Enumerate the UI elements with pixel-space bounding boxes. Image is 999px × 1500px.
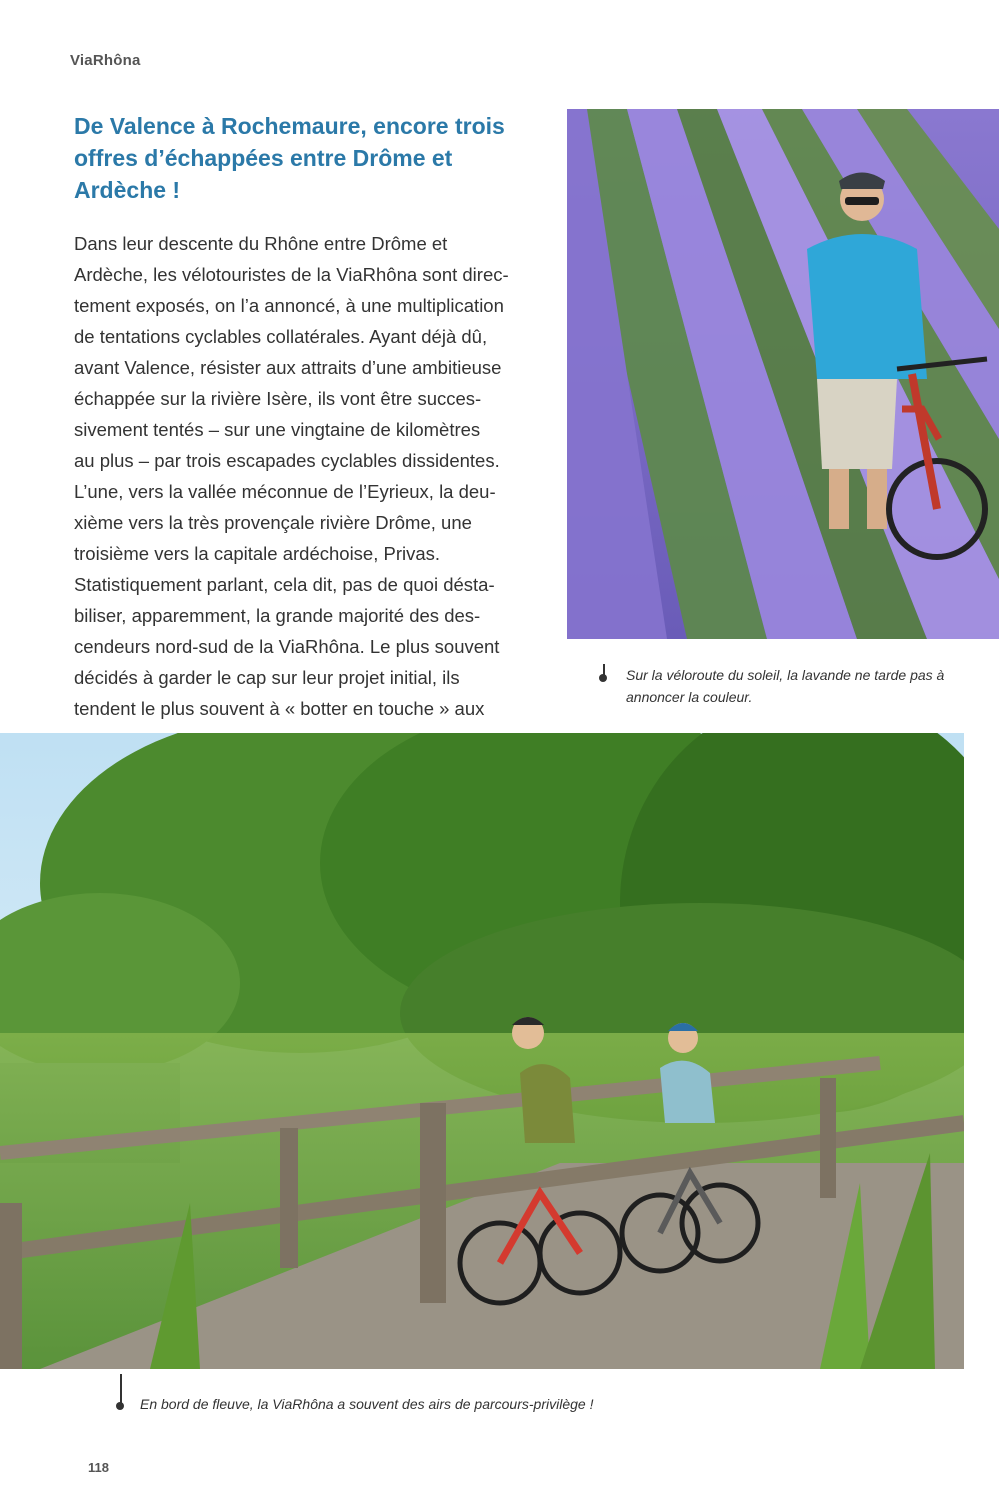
body-line: Statistiquement parlant, cela dit, pas de quoi désta-: [74, 574, 495, 595]
boardwalk-cyclists-photo: [0, 733, 964, 1369]
body-line: L’une, vers la vallée méconnue de l’Eyrieux, la deu-: [74, 481, 496, 502]
body-line: troisième vers la capitale ardéchoise, Privas.: [74, 543, 441, 564]
caption-boardwalk: En bord de fleuve, la ViaRhôna a souvent des airs de parcours-privilège !: [140, 1396, 594, 1412]
body-line: au plus – par trois escapades cyclables dissidentes.: [74, 450, 500, 471]
article-body: [74, 228, 518, 724]
body-line: Ardèche, les vélotouristes de la ViaRhôna sont direc-: [74, 264, 509, 285]
body-line: cendeurs nord-sud de la ViaRhôna. Le plus souvent: [74, 636, 500, 657]
body-line: tendent le plus souvent à « botter en touche » aux: [74, 698, 485, 719]
article-headline: De Valence à Rochemaure, encore trois offres d’échappées entre Drôme et Ardèche !: [74, 113, 505, 203]
body-line: sivement tentés – sur une vingtaine de kilomètres: [74, 419, 481, 440]
body-line: tement exposés, on l’a annoncé, à une multiplication: [74, 295, 504, 316]
body-line: xième vers la très provençale rivière Drôme, une: [74, 512, 472, 533]
body-line: échappée sur la rivière Isère, ils vont être succes-: [74, 388, 482, 409]
body-line: Dans leur descente du Rhône entre Drôme et: [74, 233, 448, 254]
body-line: avant Valence, résister aux attraits d’une ambitieuse: [74, 357, 502, 378]
caption-bullet: [116, 1402, 124, 1410]
page-number: 118: [88, 1460, 109, 1475]
caption-bullet: [599, 674, 607, 682]
lavender-cyclist-photo: [567, 109, 999, 639]
body-line: de tentations cyclables collatérales. Ayant déjà dû,: [74, 326, 488, 347]
caption-marker-line: [120, 1374, 122, 1404]
running-head: ViaRhôna: [70, 52, 141, 69]
body-line: biliser, apparemment, la grande majorité des des-: [74, 605, 481, 626]
caption-lavender: Sur la véloroute du soleil, la lavande ne tarde pas à annoncer la couleur.: [626, 667, 945, 705]
body-line: décidés à garder le cap sur leur projet initial, ils: [74, 667, 460, 688]
